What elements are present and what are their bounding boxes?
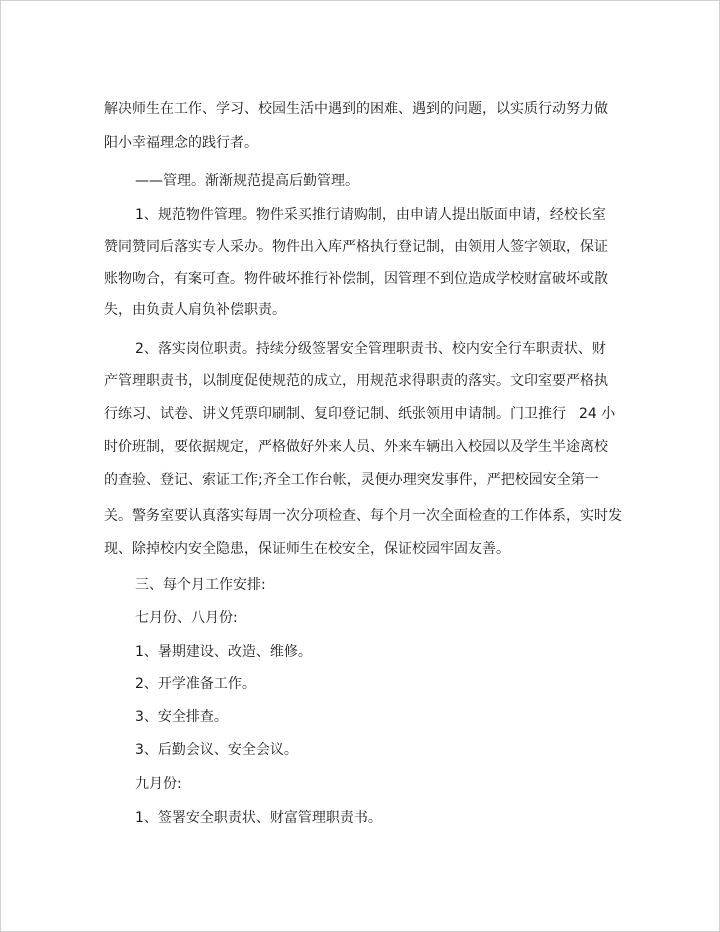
list-item: 2、开学准备工作。 — [135, 676, 256, 692]
text-line: 行练习、试卷、讲义凭票印刷制、复印登记制、纸张领用申请制。门卫推行 — [104, 406, 566, 422]
text-line: 阳小幸福理念的践行者。 — [104, 135, 258, 151]
text-line: 现、除掉校内安全隐患，保证师生在校安全，保证校园牢固友善。 — [104, 541, 510, 557]
text-line: 时价班制，要依据规定，严格做好外来人员、外来车辆出入校园以及学生半途离校 — [104, 439, 608, 455]
month-heading: 九月份: — [135, 776, 182, 792]
text-line: 解决师生在工作、学习、校园生活中遇到的困难、遇到的问题，以实质行动努力做 — [104, 101, 608, 117]
text-line: 1、规范物件管理。物件采买推行请购制，由申请人提出版面申请，经校长室 — [135, 207, 606, 223]
text-line: 的查验、登记、索证工作;齐全工作台帐，灵便办理突发事件，严把校园安全第一 — [104, 472, 599, 488]
text-line: 2、落实岗位职责。持续分级签署安全管理职责书、校内安全行车职责状、财 — [135, 341, 606, 357]
text-line: 产管理职责书，以制度促使规范的成立，用规范求得职责的落实。文印室要严格执 — [104, 373, 608, 389]
list-item: 3、后勤会议、安全会议。 — [135, 742, 298, 758]
text-line-continuation: 24 小 — [579, 406, 616, 422]
month-heading: 七月份、八月份: — [135, 610, 238, 626]
text-line: 关。警务室要认真落实每周一次分项检查、每个月一次全面检查的工作体系，实时发 — [104, 508, 622, 524]
list-item: 1、签署安全职责状、财富管理职责书。 — [135, 810, 382, 826]
section-heading: ——管理。渐渐规范提高后勤管理。 — [135, 173, 359, 189]
section-heading: 三、每个月工作安排: — [135, 577, 266, 593]
list-item: 3、安全排查。 — [135, 709, 228, 725]
list-item: 1、暑期建设、改造、维修。 — [135, 644, 312, 660]
text-line: 失，由负责人肩负补偿职责。 — [104, 302, 286, 318]
text-line: 账物吻合，有案可查。物件破坏推行补偿制，因管理不到位造成学校财富破坏或散 — [104, 271, 608, 287]
text-line: 赞同赞同后落实专人采办。物件出入库严格执行登记制，由领用人签字领取，保证 — [104, 239, 608, 255]
